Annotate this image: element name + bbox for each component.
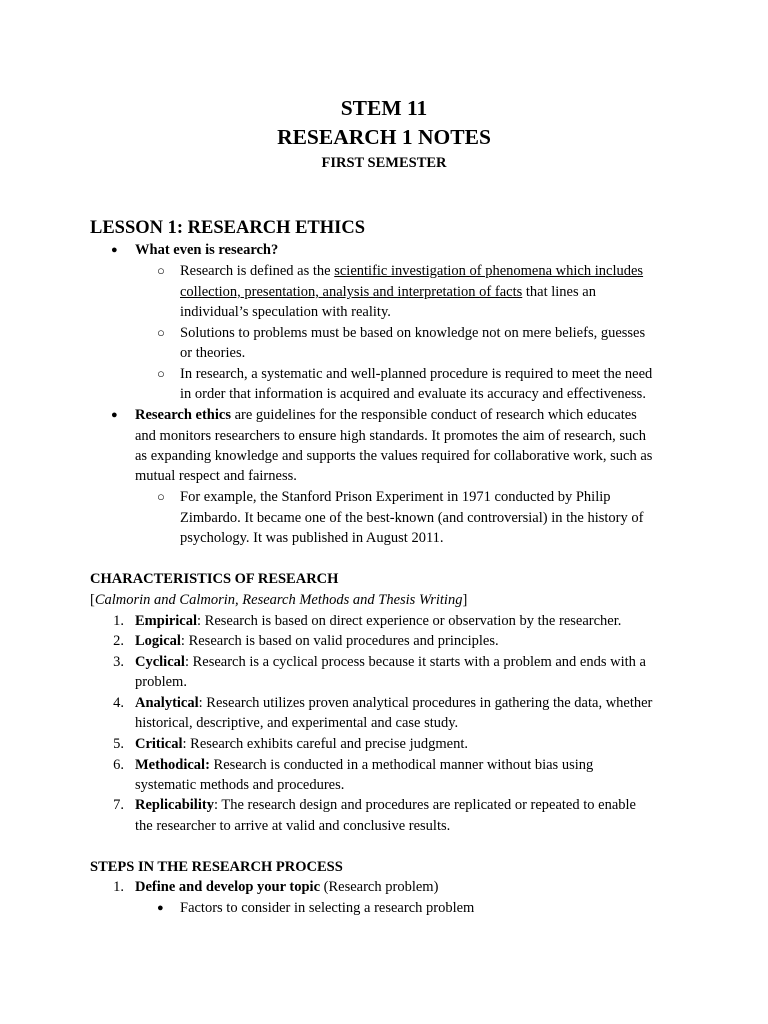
list-item: 4. Analytical: Research utilizes proven analytical procedures in gathering the data, whether historical, descriptive, and experimental and case study. <box>113 695 653 731</box>
doc-subtitle: RESEARCH 1 NOTES <box>277 125 491 149</box>
list-item: 1. Define and develop your topic (Research problem) <box>113 879 439 895</box>
doc-title: STEM 11 <box>340 96 428 120</box>
list-item: 5. Critical: Research exhibits careful and precise judgment. <box>113 736 468 752</box>
list-item: 3. Cyclical: Research is a cyclical process because it starts with a problem and ends with a problem. <box>113 654 646 690</box>
source-citation: [Calmorin and Calmorin, Research Methods and Thesis Writing] <box>90 592 468 608</box>
list-item <box>0 240 768 261</box>
list-item: ○ In research, a systematic and well-planned procedure is required to meet the need in order that information is acquired and evaluate its accuracy and effectiveness. <box>157 366 653 402</box>
bullet-icon: ● <box>111 409 118 421</box>
list-item: ○ Research is defined as the scientific investigation of phenomena which includes collection, presentation, analysis and interpretation of facts that lines an individual’s speculation with reality. <box>157 263 644 320</box>
circle-bullet-icon: ○ <box>157 325 165 340</box>
list-item: 2. Logical: Research is based on valid procedures and principles. <box>113 633 499 649</box>
bullet-icon: ● <box>157 902 164 914</box>
list-item: 6. Methodical: Research is conducted in a methodical manner without bias using systematic methods and procedures. <box>113 757 594 793</box>
circle-bullet-icon: ○ <box>157 366 165 381</box>
doc-semester: FIRST SEMESTER <box>321 155 447 171</box>
list-item: ○ Solutions to problems must be based on knowledge not on mere beliefs, guesses or theories. <box>157 325 646 361</box>
list-item: 7. Replicability: The research design and procedures are replicated or repeated to enable the researcher to arrive at valid and conclusive results. <box>113 797 636 834</box>
list-item: ○ For example, the Stanford Prison Experiment in 1971 conducted by Philip Zimbardo. It became one of the best-known (and controversial) in the history of psychology. It was published in August 2011. <box>157 489 644 546</box>
list-item: 1. Empirical: Research is based on direct experience or observation by the researcher. <box>113 613 622 629</box>
bullet-icon: ● <box>111 244 118 256</box>
characteristics-heading: CHARACTERISTICS OF RESEARCH <box>90 571 339 587</box>
circle-bullet-icon: ○ <box>157 263 165 278</box>
circle-bullet-icon: ○ <box>157 489 165 504</box>
lesson-heading: LESSON 1: RESEARCH ETHICS <box>90 218 366 238</box>
question-text: What even is research? <box>135 242 279 258</box>
list-item: ● Factors to consider in selecting a research problem <box>0 898 768 919</box>
steps-heading: STEPS IN THE RESEARCH PROCESS <box>90 859 343 875</box>
list-item: ● Research ethics are guidelines for the responsible conduct of research which educates and monitors researchers to ensure high standards. It promotes the aim of research, such as expanding knowledge and supports the values required for collaborative work, such as mutual respect and fairness. <box>111 407 653 484</box>
